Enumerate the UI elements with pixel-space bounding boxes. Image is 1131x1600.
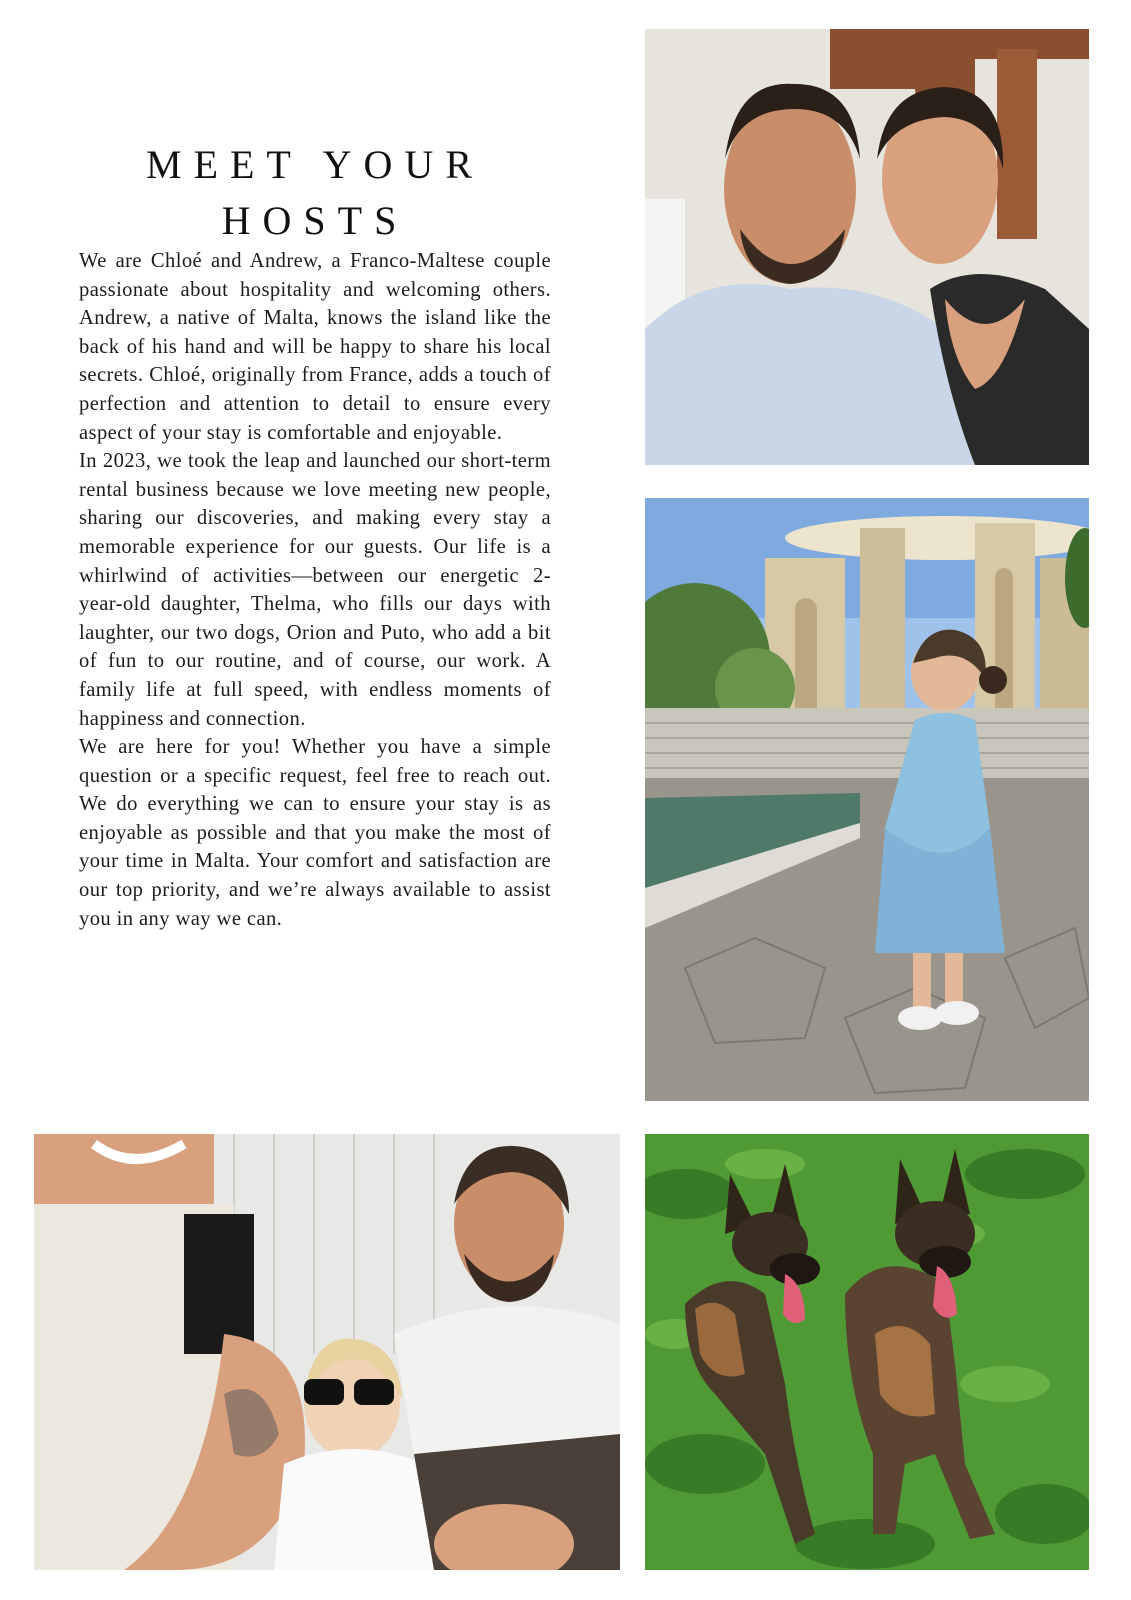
page-title-line-1: MEET YOUR	[146, 141, 484, 187]
family-paragraph: In 2023, we took the leap and launched our short-term rental business because we love meeting new people, sharing our discoveries, and making every stay a memorable experience for our guests. Our life is a whirlwind of activities—between our energetic 2-year-old daughter, Thelma, who fills our days with laughter, our two dogs, Orion and Puto, who add a bit of fun to our routine, and of course, our work. A family life at full speed, with endless moments of happiness and connection.	[79, 450, 551, 730]
page-title	[60, 137, 570, 249]
page-title-line-2: HOSTS	[221, 197, 409, 243]
family-selfie-photo	[34, 1134, 620, 1570]
two-dogs-photo	[645, 1134, 1089, 1570]
intro-paragraph: We are Chloé and Andrew, a Franco-Maltese couple passionate about hospitality and welcoming others. Andrew, a native of Malta, knows the island like the back of his hand and will be happy to share his local secrets. Chloé, originally from France, adds a touch of perfection and attention to detail to ensure every aspect of your stay is comfortable and enjoyable.	[79, 250, 551, 444]
hosts-description	[79, 247, 551, 933]
daughter-at-monument-photo	[645, 498, 1089, 1101]
contact-paragraph: We are here for you! Whether you have a simple question or a specific request, feel free to reach out. We do everything we can to ensure your stay is as enjoyable as possible and that you make the most of your time in Malta. Your comfort and satisfaction are our top priority, and we’re always available to assist you in any way we can.	[79, 736, 551, 930]
hosts-selfie-photo	[645, 29, 1089, 465]
